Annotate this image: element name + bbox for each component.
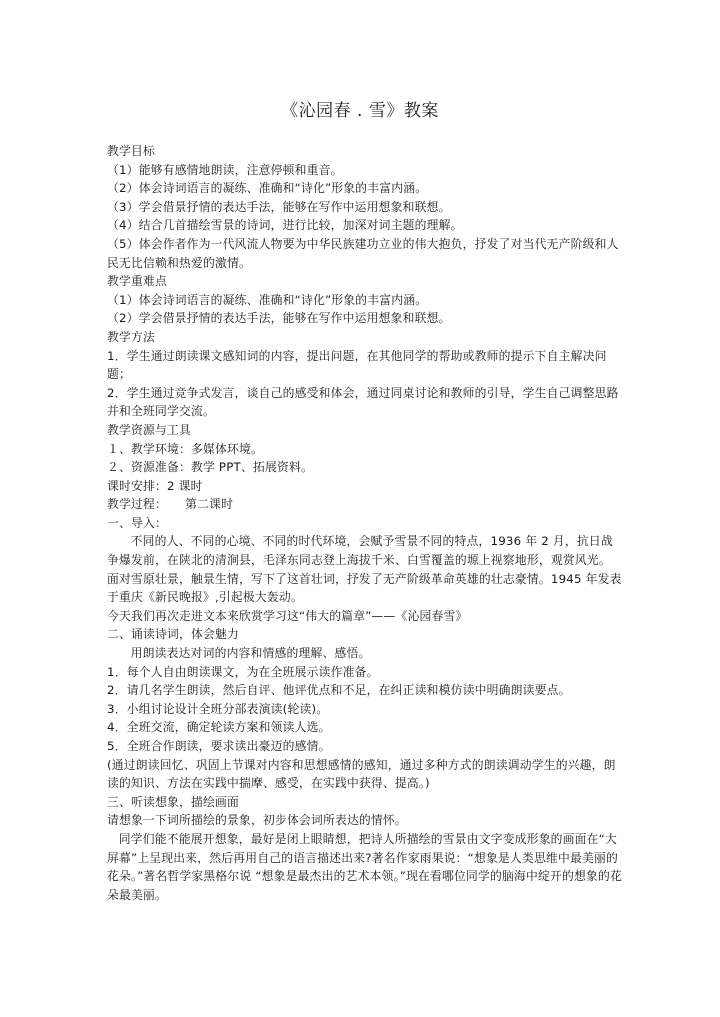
difficulty-item-1: （1）体会诗词语言的凝练、准确和“诗化”形象的丰富内涵。 <box>107 292 428 307</box>
imagine-lead: 请想象一下词所描绘的景象，初步体会词所表达的情怀。 <box>107 813 407 828</box>
recite-item-1: 1．每个人自由朗读课文，为在全班展示读作准备。 <box>107 664 379 679</box>
recite-lead: 用朗读表达对词的内容和情感的理解、感悟。 <box>130 646 371 661</box>
recite-heading: 二、诵读诗词，体会魅力 <box>107 627 239 642</box>
recite-note: (通过朗读回忆、巩固上节课对内容和思想感情的感知，通过多种方式的朗读调动学生的兴趣，朗读的知识、方法在实践中揣摩、感受，在实践中获得、提高。) <box>107 757 616 791</box>
imagine-paragraph: 同学们能不能展开想象，最好是闭上眼睛想，把诗人所描绘的雪景由文字变成形象的画面在“大屏幕”上呈现出来，然后再用自己的语言描述出来?著名作家雨果说：“想象是人类思维中最美丽的花朵。”著名哲学家黑格尔说 “想象是最杰出的艺术本领。”现在看哪位同学的脑海中绽开的想象的花朵最美丽。 <box>107 831 622 902</box>
recite-item-4: 4．全班交流，确定轮读方案和领读人选。 <box>107 720 331 735</box>
resources-heading: 教学资源与工具 <box>107 422 191 437</box>
goal-item-4: （4）结合几首描绘雪景的诗词，进行比较，加深对词主题的理解。 <box>107 218 463 233</box>
goal-item-1: （1）能够有感情地朗读，注意停顿和重音。 <box>107 162 343 177</box>
document-title: 《沁园春 . 雪》教案 <box>281 101 439 121</box>
document-body <box>107 142 622 904</box>
intro-paragraph: 不同的人、不同的心境、不同的时代环境，会赋予雪景不同的特点，1936 年 2 月，抗日战争爆发前，在陕北的清涧县，毛泽东同志登上海拔千米、白雪覆盖的塬上视察地形，观赏风光。面对雪原壮景，触景生情，写下了这首壮词，抒发了无产阶级革命英雄的壮志豪情。1945 年发表于重庆《新民晚报》,引起极大轰动。 <box>107 534 622 605</box>
intro-lead: 今天我们再次走进文本来欣赏学习这“伟大的篇章”——《沁园春雪》 <box>107 608 468 623</box>
method-item-1: 1．学生通过朗读课文感知词的内容，提出问题，在其他同学的帮助或教师的提示下自主解决问题； <box>107 348 607 382</box>
resource-item-2: ２、资源准备：教学 PPT、拓展资料。 <box>107 460 313 475</box>
recite-item-5: 5．全班合作朗读，要求读出豪迈的感情。 <box>107 739 331 753</box>
goal-item-3: （3）学会借景抒情的表达手法，能够在写作中运用想象和联想。 <box>107 199 451 214</box>
goal-item-5: （5）体会作者作为一代风流人物要为中华民族建功立业的伟大抱负，抒发了对当代无产阶级和人民无比信赖和热爱的激情。 <box>107 236 619 270</box>
resource-item-1: １、教学环境：多媒体环境。 <box>107 441 263 456</box>
imagine-heading: 三、听读想象，描绘画面 <box>107 794 239 809</box>
class-hours: 课时安排：2 课时 <box>107 478 203 493</box>
difficulty-heading: 教学重难点 <box>107 274 167 289</box>
recite-item-3: 3．小组讨论设计全班分部表演读(轮读)。 <box>107 701 329 716</box>
intro-heading: 一、导入： <box>107 515 167 530</box>
method-item-2: 2．学生通过竞争式发言，谈自己的感受和体会，通过同桌讨论和教师的引导，学生自己调整思路并和全班同学交流。 <box>107 385 619 419</box>
difficulty-item-2: （2）学会借景抒情的表达手法，能够在写作中运用想象和联想。 <box>107 311 451 326</box>
goals-heading: 教学目标 <box>107 144 155 158</box>
teaching-process: 教学过程： 第二课时 <box>107 497 234 512</box>
recite-item-2: 2．请几名学生朗读，然后自评、他评优点和不足，在纠正读和模仿读中明确朗读要点。 <box>107 683 571 698</box>
goal-item-2: （2）体会诗词语言的凝练、准确和“诗化”形象的丰富内涵。 <box>107 181 428 196</box>
methods-heading: 教学方法 <box>107 329 155 344</box>
